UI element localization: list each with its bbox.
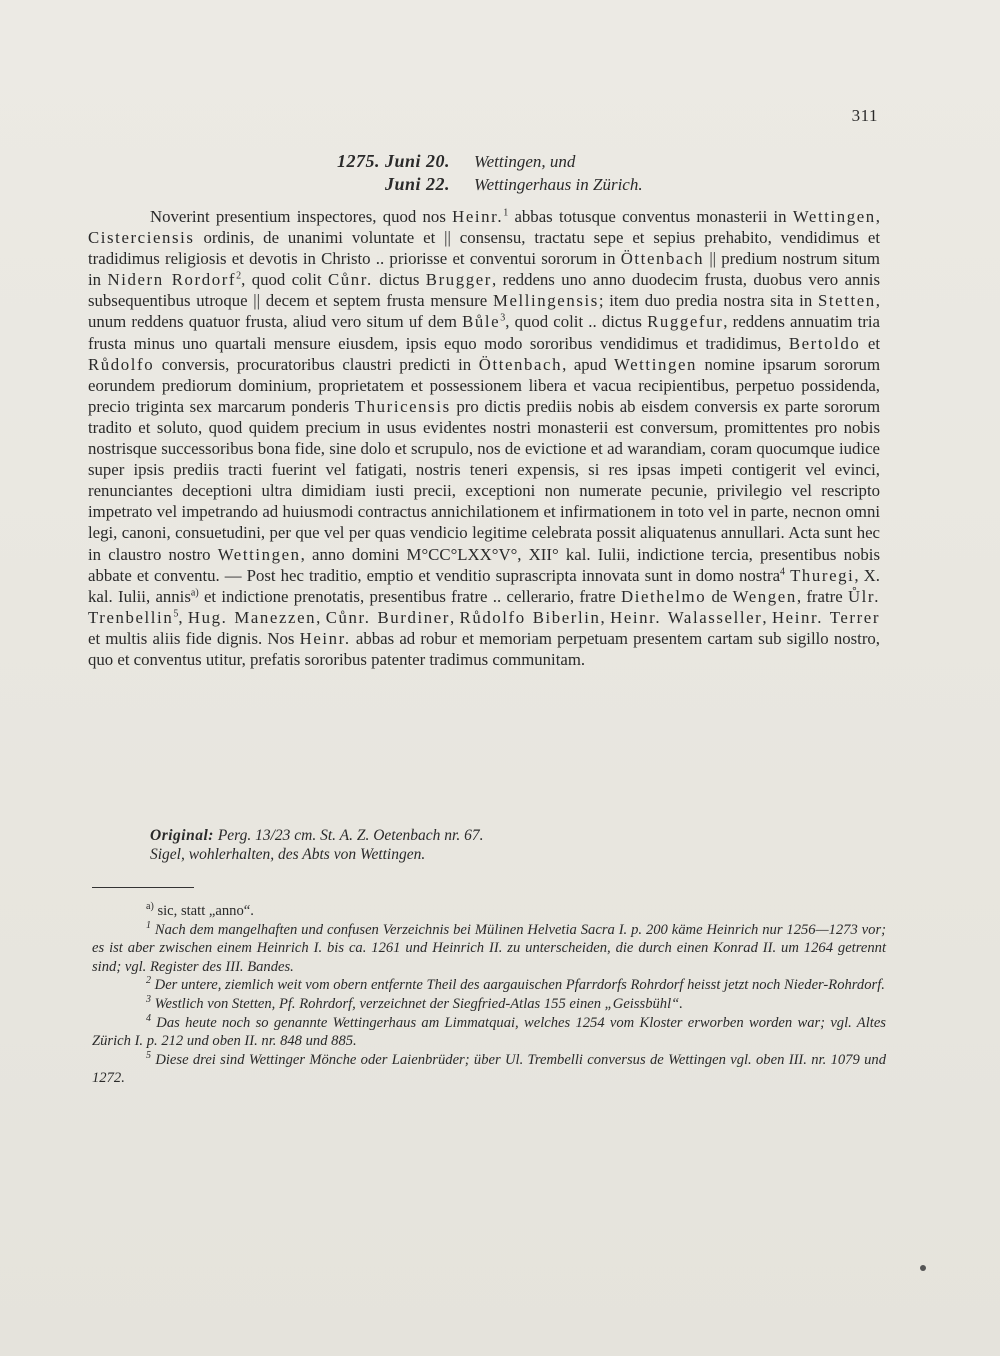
- text-run: Noverint presentium inspectores, quod nos: [150, 207, 453, 226]
- original-label: Original:: [150, 827, 214, 844]
- text-run: || predium nostrum situm in: [88, 249, 880, 290]
- footnote-1: [92, 921, 886, 977]
- footnote-divider: [92, 887, 194, 888]
- name-heinr-walasseller: Heinr. Walasseller: [610, 607, 763, 627]
- name-heinr: Heinr.: [452, 207, 504, 226]
- name-bertoldo: Bertoldo: [788, 333, 861, 353]
- name-heinr: Heinr.: [299, 628, 351, 648]
- name-rudolfo-biberlin: Růdolfo Biberlin: [459, 607, 601, 627]
- footnote-mark: 1: [146, 919, 151, 931]
- original-text: Perg. 13/23 cm. St. A. Z. Oetenbach nr. 67.: [217, 827, 484, 844]
- charter-text: [88, 206, 880, 670]
- name-heinr-terrer: Heinr. Terrer: [771, 607, 881, 627]
- footnote-text: Das heute noch so genannte Wettingerhaus am Limmatquai, welches 1254 vom Kloster erworben worden war; vgl. Altes Zürich I. p. 212 und oben II. nr. 848 und 885.: [92, 1014, 886, 1050]
- seal-line: Sigel, wohlerhalten, des Abts von Wettingen.: [150, 846, 426, 863]
- text-run: pro dictis prediis nobis ab eisdem conversis ex parte sororum tradito et soluto, quod quidem precium in usus evidentes nostri monasterii est conversum, promittentes pro nobis nostrisque successoribus bona fide, sine dolo et scrupulo, nos de evictione et ad warandiam, coram quocumque iudice super ipsis prediis tracti fuerint vel fatigati, nostris teneri expensis, si res ipsas impeti contigerit vel evinci, renunciantes deceptioni ultra dimidiam iusti precii, exceptioni non numerate pecunie, privilegio vel rescripto impetrato vel impetrando ad huiusmodi contractus annichilationem et infirmationem in toto vel in parte, necnon omni legi, canoni, consuetudini, per que vel per quas vendicio legitime celebrata possit aliquatenus annullari. Acta sunt hec in claustro nostro: [88, 396, 880, 564]
- place-mellingensis: Mellingensis: [492, 291, 599, 311]
- footnote-3: [92, 995, 886, 1014]
- order-cisterciensis: Cisterciensis: [88, 228, 195, 248]
- charter-heading: [296, 150, 736, 196]
- place-thuregi: Thuregi: [790, 565, 855, 585]
- name-brugger: Brugger: [425, 270, 492, 290]
- text-run: ,: [875, 207, 880, 226]
- page-number: 311: [851, 106, 878, 125]
- place-nidern-rordorf: Nidern Rordorf: [107, 270, 237, 290]
- place-wettingen: Wettingen: [217, 544, 301, 564]
- footnote-ref-5: 5: [173, 608, 179, 620]
- text-run: , quod colit: [241, 270, 328, 290]
- charter-paragraph: [88, 206, 880, 670]
- place-stetten: Stetten: [817, 291, 876, 311]
- footnote-text: Der untere, ziemlich weit vom obern entfernte Theil des aargauischen Pfarrdorfs Rohrdorf heisst jetzt noch Nieder-Rohrdorf.: [154, 977, 885, 994]
- ink-spot: [920, 1265, 926, 1271]
- place-wettingen: Wettingen: [792, 207, 876, 226]
- place-oettenbach: Öttenbach: [620, 249, 705, 269]
- text-run: abbas totusque conventus monasterii in: [508, 207, 793, 226]
- name-diethelmo: Diethelmo: [620, 586, 707, 606]
- heading-row-1: [296, 150, 736, 173]
- footnote-text: Diese drei sind Wettinger Mönche oder Laienbrüder; über Ul. Trembelli conversus de Wettingen vgl. oben III. nr. 1079 und 1272.: [92, 1051, 886, 1087]
- text-run: et: [860, 333, 880, 353]
- footnotes: [92, 902, 886, 1088]
- text-run: ,: [762, 607, 772, 627]
- text-run: dictus: [372, 270, 426, 290]
- text-run: et multis aliis fide dignis. Nos: [88, 628, 300, 648]
- name-rudolfo: Růdolfo: [88, 354, 155, 374]
- text-run: nomine ipsarum sororum eorundem prediorum dominium, proprietatem et possessionem libera et vacua recipientibus, perpetuo possidenda, precio triginta sex marcarum ponderis: [88, 354, 880, 416]
- heading-place-2: Wettingerhaus in Zürich.: [474, 175, 643, 194]
- name-ruggefur: Ruggefur: [647, 312, 724, 332]
- place-oettenbach: Öttenbach: [478, 354, 563, 374]
- text-run: conversis, procuratoribus claustri predicti in: [154, 354, 479, 374]
- footnote-mark: 2: [146, 975, 151, 987]
- name-cunr: Cůnr.: [327, 270, 373, 290]
- footnote-2: [92, 976, 886, 995]
- footnote-a: [92, 902, 886, 921]
- footnote-ref-2: 2: [236, 270, 242, 282]
- heading-date-1: 1275. Juni 20.: [336, 151, 450, 171]
- footnote-text: Westlich von Stetten, Pf. Rohrdorf, verzeichnet der Siegfried-Atlas 155 einen „Geissbühl“.: [154, 995, 683, 1012]
- footnote-text: Nach dem mangelhaften und confusen Verzeichnis bei Mülinen Helvetia Sacra I. p. 200 käme Heinrich nur 1256—1273 vor; es ist aber zwischen einem Heinrich I. bis ca. 1261 und Heinrich II. zu unterscheiden, die durch einen Konrad II. um 1264 getrennt sind; vgl. Register des III. Bandes.: [92, 921, 886, 975]
- name-cunr-burdiner: Cůnr. Burdiner: [325, 607, 450, 627]
- place-wettingen: Wettingen: [614, 354, 697, 374]
- footnote-text: sic, statt „anno“.: [157, 903, 254, 919]
- text-run: , apud: [562, 354, 615, 374]
- text-run: , reddens annuatim tria frusta minus uno quartali mensure eiusdem, ipsis equo modo sororibus vendidimus et tradidimus,: [88, 312, 880, 353]
- place-wengen: Wengen: [732, 586, 797, 606]
- place-thuricensis: Thuricensis: [354, 396, 451, 416]
- footnote-mark: 3: [146, 994, 151, 1006]
- footnote-ref-1: 1: [503, 207, 509, 219]
- name-ulr-trenbellin: Ůlr. Trenbellin: [88, 586, 880, 627]
- place-bule: Bůle: [462, 312, 501, 332]
- text-run: , reddens uno anno duodecim frusta, duobus vero annis subsequentibus utroque || decem et septem frusta mensure: [88, 270, 880, 311]
- heading-row-2: [296, 173, 736, 196]
- text-run: , quod colit .. dictus: [505, 312, 648, 332]
- text-run: abbas ad robur et memoriam perpetuam presentem cartam sub sigillo nostro, quo et conventus utitur, prefatis sororibus patenter tradimus communitam.: [88, 628, 881, 669]
- text-run: ; item duo predia nostra sita in: [598, 291, 818, 311]
- text-run: ,: [449, 607, 460, 627]
- heading-place-1: Wettingen, und: [474, 152, 576, 171]
- text-run: de: [706, 586, 733, 606]
- original-line: [150, 826, 850, 845]
- footnote-ref-a: a): [190, 587, 199, 599]
- heading-date-2: Juni 22.: [384, 174, 450, 194]
- text-run: , anno domini M°CC°LXX°V°, XII° kal. Iulii, indictione tercia, presentibus nobis abbate et conventu. — Post hec traditio, emptio et venditio suprascripta innovata sunt in domo nostra: [88, 544, 881, 585]
- source-note: [150, 826, 850, 864]
- text-run: ,: [600, 607, 611, 627]
- text-run: , X. kal. Iulii, annis: [88, 565, 880, 606]
- name-hug-manezzen: Hug. Manezzen: [187, 607, 317, 627]
- text-run: ordinis, de unanimi voluntate et || consensu, tractatu sepe et sepius prehabito, vendidimus et tradidimus religiosis et devotis in Christo .. priorisse et conventui sororum in: [88, 228, 880, 269]
- footnote-ref-4: 4: [780, 566, 786, 577]
- footnote-mark: a): [146, 901, 154, 913]
- footnote-4: [92, 1014, 886, 1051]
- text-run: et indictione prenotatis, presentibus fratre .. cellerario, fratre: [198, 586, 621, 606]
- footnote-ref-3: 3: [500, 312, 506, 324]
- footnote-5: [92, 1051, 886, 1088]
- text-run: , fratre: [796, 586, 848, 606]
- text-run: , unum reddens quatuor frusta, aliud vero situm uf dem: [88, 291, 880, 332]
- text-run: ,: [178, 607, 188, 627]
- footnote-mark: 4: [146, 1012, 151, 1024]
- text-run: ,: [316, 607, 326, 627]
- footnote-mark: 5: [146, 1049, 151, 1061]
